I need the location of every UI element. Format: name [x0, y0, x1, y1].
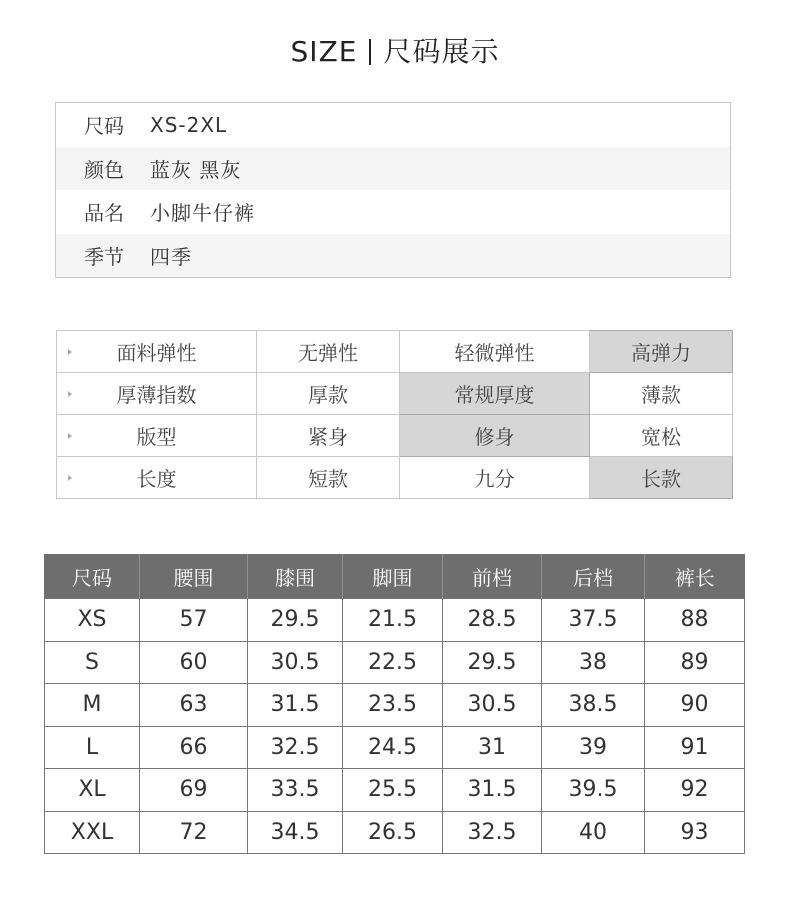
attribute-option-selected: 高弹力 — [590, 331, 733, 373]
table-cell: 38 — [542, 641, 645, 684]
table-cell: 93 — [645, 811, 745, 854]
column-header: 腰围 — [140, 554, 248, 599]
table-row — [45, 726, 745, 769]
info-value: 小脚牛仔裤 — [150, 201, 255, 226]
table-cell: 40 — [542, 811, 645, 854]
attribute-option: 无弹性 — [257, 331, 400, 373]
title-chinese-label: 尺码展示 — [383, 35, 500, 68]
table-cell: 31.5 — [443, 769, 542, 812]
title-size-label: SIZE — [290, 35, 358, 68]
size-chart-table — [44, 554, 745, 854]
table-cell: 31.5 — [248, 684, 343, 727]
table-cell: S — [45, 641, 140, 684]
attribute-option-selected: 常规厚度 — [400, 373, 590, 415]
info-row-size — [56, 103, 730, 147]
table-cell: 29.5 — [248, 599, 343, 642]
attribute-row-fit — [57, 415, 733, 457]
attribute-row-elasticity — [57, 331, 733, 373]
info-row-season — [56, 234, 730, 278]
triangle-bullet-icon — [68, 349, 72, 355]
info-key: 品名 — [84, 201, 124, 226]
attribute-option: 轻微弹性 — [400, 331, 590, 373]
table-cell: 34.5 — [248, 811, 343, 854]
attribute-label-cell — [57, 373, 257, 415]
attribute-option: 薄款 — [590, 373, 733, 415]
table-cell: M — [45, 684, 140, 727]
info-value: XS-2XL — [150, 112, 228, 137]
table-cell: 24.5 — [343, 726, 443, 769]
table-cell: 30.5 — [248, 641, 343, 684]
table-row — [45, 811, 745, 854]
info-key: 尺码 — [84, 114, 124, 139]
table-cell: 90 — [645, 684, 745, 727]
table-cell: 69 — [140, 769, 248, 812]
title-divider — [369, 39, 371, 65]
attribute-option: 九分 — [400, 457, 590, 499]
attribute-option-selected: 长款 — [590, 457, 733, 499]
attribute-label-cell — [57, 415, 257, 457]
table-cell: 30.5 — [443, 684, 542, 727]
table-cell: 32.5 — [248, 726, 343, 769]
attribute-row-length — [57, 457, 733, 499]
table-cell: 22.5 — [343, 641, 443, 684]
column-header: 膝围 — [248, 554, 343, 599]
table-cell: 32.5 — [443, 811, 542, 854]
table-cell: 31 — [443, 726, 542, 769]
triangle-bullet-icon — [68, 433, 72, 439]
triangle-bullet-icon — [68, 391, 72, 397]
table-cell: 33.5 — [248, 769, 343, 812]
table-cell: 92 — [645, 769, 745, 812]
attribute-option-selected: 修身 — [400, 415, 590, 457]
page-title — [0, 30, 790, 70]
attribute-grid — [56, 330, 733, 499]
attribute-option: 短款 — [257, 457, 400, 499]
attribute-option: 厚款 — [257, 373, 400, 415]
table-cell: 39.5 — [542, 769, 645, 812]
table-cell: 57 — [140, 599, 248, 642]
table-cell: 89 — [645, 641, 745, 684]
table-cell: 38.5 — [542, 684, 645, 727]
triangle-bullet-icon — [68, 475, 72, 481]
table-cell: 39 — [542, 726, 645, 769]
table-cell: 91 — [645, 726, 745, 769]
attribute-label: 长度 — [136, 467, 177, 491]
table-cell: 60 — [140, 641, 248, 684]
table-cell: 23.5 — [343, 684, 443, 727]
table-cell: 63 — [140, 684, 248, 727]
table-cell: 88 — [645, 599, 745, 642]
table-cell: L — [45, 726, 140, 769]
info-value: 蓝灰 黑灰 — [150, 157, 242, 182]
table-cell: 21.5 — [343, 599, 443, 642]
attribute-label: 面料弹性 — [116, 341, 197, 365]
column-header: 尺码 — [45, 554, 140, 599]
table-row — [45, 684, 745, 727]
product-info-box — [55, 102, 731, 278]
table-row — [45, 769, 745, 812]
attribute-label: 厚薄指数 — [116, 383, 197, 407]
column-header: 前档 — [443, 554, 542, 599]
attribute-option: 紧身 — [257, 415, 400, 457]
size-chart-header-row — [45, 554, 745, 599]
info-row-product-name — [56, 190, 730, 234]
info-value: 四季 — [150, 244, 192, 269]
column-header: 后档 — [542, 554, 645, 599]
attribute-row-thickness — [57, 373, 733, 415]
table-cell: 25.5 — [343, 769, 443, 812]
table-row — [45, 599, 745, 642]
attribute-label-cell — [57, 457, 257, 499]
info-key: 季节 — [84, 244, 124, 269]
attribute-option: 宽松 — [590, 415, 733, 457]
table-cell: 66 — [140, 726, 248, 769]
table-cell: 72 — [140, 811, 248, 854]
table-cell: 37.5 — [542, 599, 645, 642]
info-key: 颜色 — [84, 157, 124, 182]
table-cell: XS — [45, 599, 140, 642]
table-cell: 28.5 — [443, 599, 542, 642]
table-row — [45, 641, 745, 684]
attribute-label-cell — [57, 331, 257, 373]
attribute-label: 版型 — [136, 425, 177, 449]
column-header: 裤长 — [645, 554, 745, 599]
table-cell: XXL — [45, 811, 140, 854]
table-cell: 29.5 — [443, 641, 542, 684]
table-cell: 26.5 — [343, 811, 443, 854]
column-header: 脚围 — [343, 554, 443, 599]
table-cell: XL — [45, 769, 140, 812]
info-row-color — [56, 147, 730, 191]
